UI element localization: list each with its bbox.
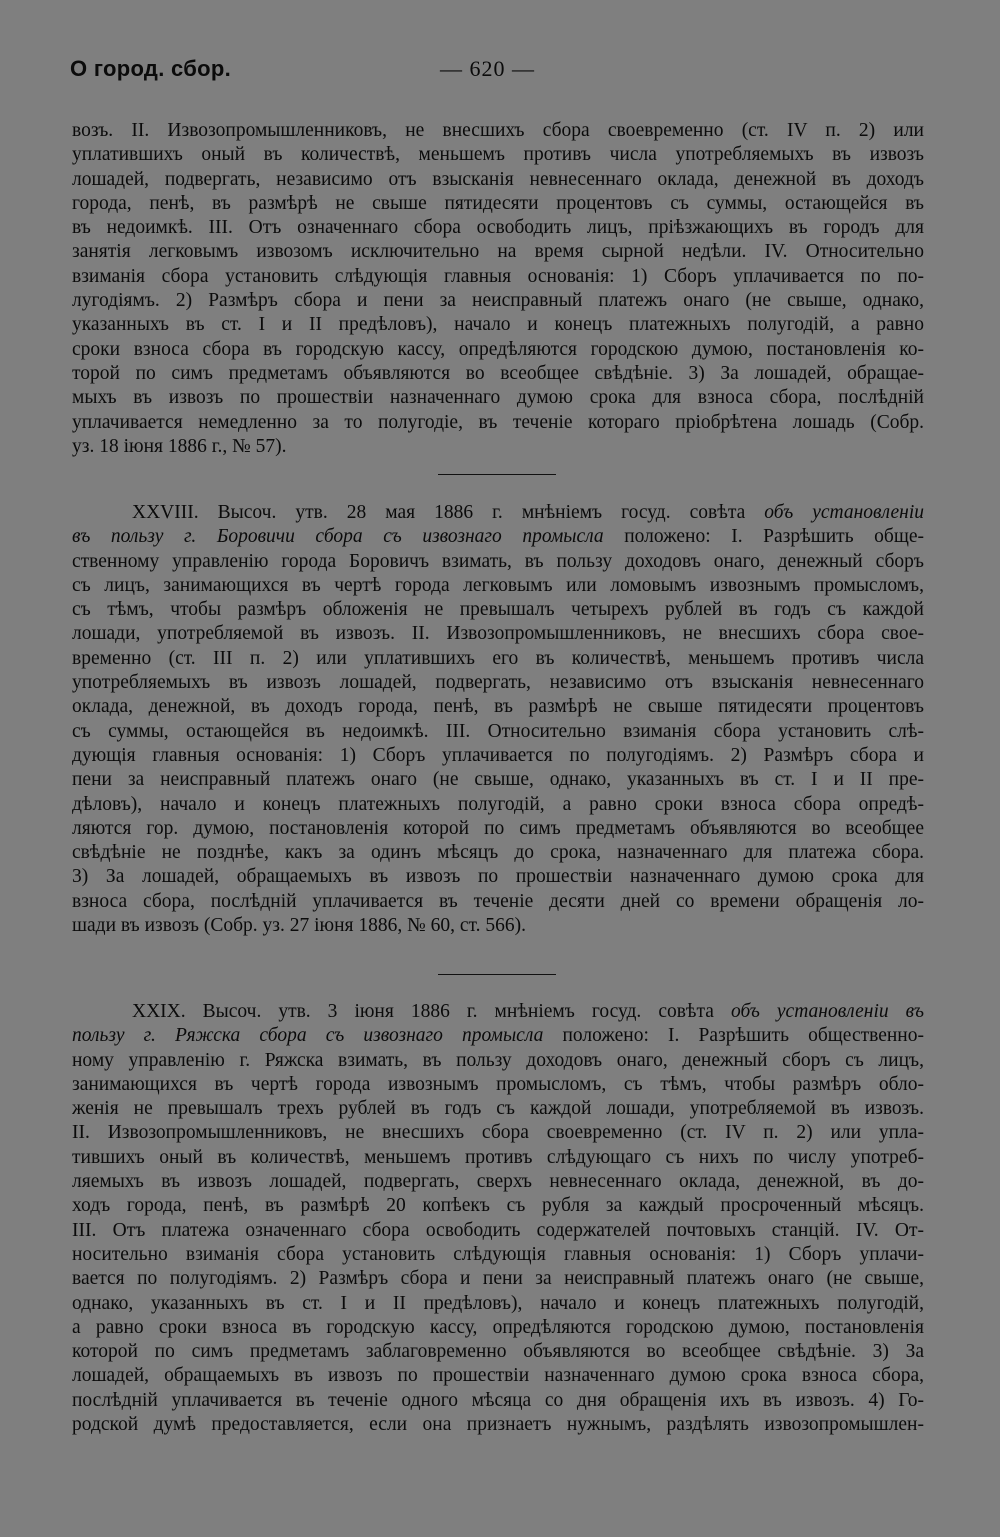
text-line: тившихъ оный въ количествѣ, меньшемъ противъ слѣдующаго съ нихъ по числу употреб-	[72, 1146, 924, 1168]
page-number: — 620 —	[440, 56, 535, 81]
section-divider	[438, 474, 556, 475]
text-line: II. Извозопромышленниковъ, не внесшихъ сбора своевременно (ст. IV п. 2) или упла-	[72, 1122, 924, 1144]
text-line: съ лицъ, занимающихся въ чертѣ города легковымъ или ломовымъ извознымъ промысломъ,	[72, 574, 924, 596]
text-line: оклада, денежной, въ доходъ города, пенѣ, въ размѣрѣ не свыше пятидесяти процентовъ	[72, 696, 924, 718]
text-line: занятія легковымъ извозомъ исключительно на время сырной недѣли. IV. Относительно	[72, 241, 924, 263]
text-line: дующія главныя основанія: 1) Сборъ уплачивается по полугодіямъ. 2) Размѣръ сбора и	[72, 744, 924, 766]
text-line: взиманія сбора установить слѣдующія главныя основанія: 1) Сборъ уплачивается по по-	[72, 265, 924, 287]
text-line: вается по полугодіямъ. 2) Размѣръ сбора и пени за неисправный платежъ онаго (не свыше,	[72, 1268, 924, 1290]
text-line: сроки взноса сбора въ городскую кассу, опредѣляются городскою думою, постановленія ко-	[72, 338, 924, 360]
text-line: лошадей, обращаемыхъ въ извозъ по прошествіи назначеннаго думою срока взноса сбора,	[72, 1365, 924, 1387]
text-line: послѣдній уплачивается въ теченіе одного мѣсяца со дня обращенія ихъ въ извозъ. 4) Го-	[72, 1389, 924, 1411]
text-line: родской думѣ предоставляется, если она признаетъ нужнымъ, раздѣлять извозопромышлен-	[72, 1414, 924, 1436]
text-line: города, пенѣ, въ размѣрѣ не свыше пятидесяти процентовъ съ суммы, остающейся въ	[72, 192, 924, 214]
article-heading-line	[72, 1000, 924, 1024]
text-line: торой по симъ предметамъ объявляются во всеобщее свѣдѣніе. 3) За лошадей, обращае-	[72, 362, 924, 384]
article-xxix	[72, 1000, 924, 1437]
text-line: которой по симъ предметамъ заблаговременно объявляются во всеобщее свѣдѣніе. 3) За	[72, 1341, 924, 1363]
text-line: уплачивается немедленно за то полугодіе, въ теченіе котораго пріобрѣтена лошадь (Собр.	[72, 411, 924, 433]
text-line: лугодіямъ. 2) Размѣръ сбора и пени за неисправный платежъ онаго (не свыше, однако,	[72, 290, 924, 312]
paragraph-continuation	[72, 119, 924, 459]
article-xxviii	[72, 501, 924, 938]
text-line: въ недоимкѣ. III. Отъ означеннаго сбора освободить лицъ, пріѣзжающихъ въ городъ для	[72, 217, 924, 239]
text-line: мыхъ въ извозъ по прошествіи назначеннаго думою срока для взноса сбора, послѣдній	[72, 387, 924, 409]
text-line: временно (ст. III п. 2) или уплатившихъ его въ количествѣ, меньшемъ противъ числа	[72, 647, 924, 669]
running-head: О город. сбор.	[70, 56, 232, 81]
text-line: ляемыхъ въ извозъ лошадей, подвергать, сверхъ невнесеннаго оклада, денежной, въ до-	[72, 1171, 924, 1193]
text-run: положено: I. Разрѣшить общественно-	[562, 1025, 924, 1047]
text-line: съ суммы, остающейся въ недоимкѣ. III. Относительно взиманія сбора установить слѣ-	[72, 720, 924, 742]
article-title-line	[72, 1024, 924, 1048]
article-title-line	[72, 525, 924, 549]
text-line: уплатившихъ оный въ количествѣ, меньшемъ противъ числа употребляемыхъ въ извозъ	[72, 144, 924, 166]
text-line: лошадей, подвергать, независимо отъ взысканія невнесеннаго оклада, денежной въ доходъ	[72, 168, 924, 190]
text-line: женія не превышалъ трехъ рублей въ годъ съ каждой лошади, употребляемой въ извозъ.	[72, 1098, 924, 1120]
text-line: 3) За лошадей, обращаемыхъ въ извозъ по прошествіи назначеннаго думою срока для	[72, 866, 924, 888]
text-line: взноса сбора, послѣдній уплачивается въ теченіе десяти дней со времени обращенія ло-	[72, 890, 924, 912]
text-run: XXIX. Высоч. утв. 3 іюня 1886 г. мнѣніемъ госуд. совѣта	[132, 1001, 714, 1022]
text-line: носительно взиманія сбора установить слѣдующія главныя основанія: 1) Сборъ уплачи-	[72, 1243, 924, 1265]
text-line: возъ. II. Извозопромышленниковъ, не внесшихъ сбора своевременно (ст. IV п. 2) или	[72, 120, 924, 141]
article-title: пользу г. Ряжска сбора съ извознаго промысла	[72, 1025, 544, 1047]
text-line: указанныхъ въ ст. I и II предѣловъ), начало и конецъ платежныхъ полугодій, а равно	[72, 314, 924, 336]
text-line: шади въ извозъ (Собр. уз. 27 іюня 1886, № 60, ст. 566).	[72, 915, 526, 937]
text-line: однако, указанныхъ въ ст. I и II предѣловъ), начало и конецъ платежныхъ полугодій,	[72, 1292, 924, 1314]
text-line: ственному управленію города Боровичъ взимать, въ пользу доходовъ онаго, денежный сборъ	[72, 550, 924, 572]
text-line: лошади, употребляемой въ извозъ. II. Извозопромышленниковъ, не внесшихъ сбора свое-	[72, 623, 924, 645]
text-line: занимающихся въ чертѣ города извознымъ промысломъ, съ тѣмъ, чтобы размѣръ обло-	[72, 1073, 924, 1095]
text-line: а равно сроки взноса въ городскую кассу, опредѣляются городскою думою, постановленія	[72, 1316, 924, 1338]
text-line: III. Отъ платежа означеннаго сбора освободить содержателей почтовыхъ станцій. IV. От-	[72, 1219, 924, 1241]
text-line: употребляемыхъ въ извозъ лошадей, подвергать, независимо отъ взысканія невнесеннаго	[72, 672, 924, 694]
text-line: ляются гор. думою, постановленія которой по симъ предметамъ объявляются во всеобщее	[72, 817, 924, 839]
section-divider	[438, 974, 556, 975]
text-line: пени за неисправный платежъ онаго (не свыше, однако, указанныхъ въ ст. I и II пре-	[72, 769, 924, 791]
page-header	[70, 56, 930, 92]
text-line: ному управленію г. Ряжска взимать, въ пользу доходовъ онаго, денежный сборъ съ лицъ,	[72, 1049, 924, 1071]
text-line: свѣдѣніе не позднѣе, какъ за одинъ мѣсяцъ до срока, назначеннаго для платежа сбора.	[72, 842, 924, 864]
text-line: дѣловъ), начало и конецъ платежныхъ полугодій, а равно сроки взноса сбора опредѣ-	[72, 793, 924, 815]
text-run: положено: I. Разрѣшить обще-	[624, 526, 924, 548]
article-title: въ пользу г. Боровичи сбора съ извознаго промысла	[72, 526, 604, 548]
article-title: объ установленіи въ	[730, 1001, 924, 1022]
text-line: ходъ города, пенѣ, въ размѣрѣ 20 копѣекъ съ рубля за каждый просроченный мѣсяцъ.	[72, 1195, 924, 1217]
text-run: XXVIII. Высоч. утв. 28 мая 1886 г. мнѣніемъ госуд. совѣта	[132, 502, 746, 523]
text-line: съ тѣмъ, чтобы размѣръ обложенія не превышалъ четырехъ рублей въ годъ съ каждой	[72, 599, 924, 621]
article-title: объ установленіи	[764, 502, 924, 523]
text-line: уз. 18 іюня 1886 г., № 57).	[72, 435, 287, 457]
article-heading-line	[72, 501, 924, 525]
